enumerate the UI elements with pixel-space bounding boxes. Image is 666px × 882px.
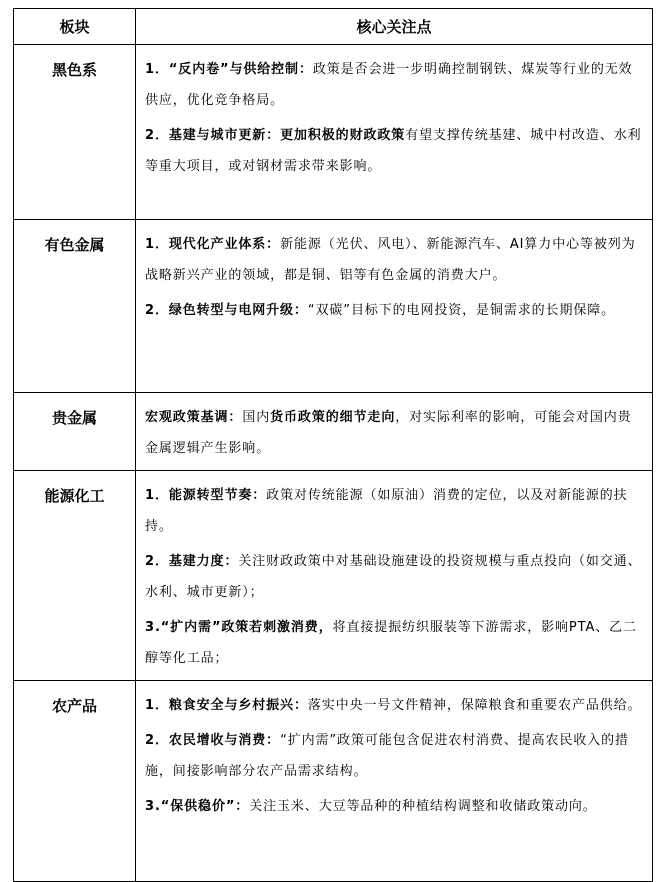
header-focus: 核心关注点 xyxy=(136,9,653,45)
sector-cell: 黑色系 xyxy=(14,45,136,220)
focus-cell xyxy=(136,220,653,393)
table-row xyxy=(14,471,653,681)
policy-focus-table xyxy=(13,8,653,882)
sector-cell: 能源化工 xyxy=(14,471,136,681)
table-row xyxy=(14,45,653,220)
focus-item: 1．现代化产业体系：新能源（光伏、风电）、新能源汽车、AI算力中心等被列为战略新兴产业的领域，都是铜、铝等有色金属的消费大户。 xyxy=(145,237,636,283)
focus-item: 3.“保供稳价”：关注玉米、大豆等品种的种植结构调整和收储政策动向。 xyxy=(145,799,597,814)
focus-item: 3.“扩内需”政策若刺激消费，将直接提振纺织服装等下游需求，影响PTA、乙二醇等化工品； xyxy=(145,620,637,666)
sector-cell: 农产品 xyxy=(14,681,136,882)
focus-item: 1．“反内卷”与供给控制：政策是否会进一步明确控制钢铁、煤炭等行业的无效供应，优化竞争格局。 xyxy=(145,62,633,108)
focus-item: 2．绿色转型与电网升级：“双碳”目标下的电网投资，是铜需求的长期保障。 xyxy=(145,303,616,318)
table-row xyxy=(14,220,653,393)
focus-item: 宏观政策基调：国内货币政策的细节走向，对实际利率的影响，可能会对国内贵金属逻辑产生影响。 xyxy=(145,410,632,456)
sector-cell: 贵金属 xyxy=(14,393,136,471)
focus-item: 2．基建力度：关注财政政策中对基础设施建设的投资规模与重点投向（如交通、水利、城市更新）； xyxy=(145,554,642,600)
focus-cell xyxy=(136,393,653,471)
table-row xyxy=(14,393,653,471)
table-header-row xyxy=(14,9,653,45)
focus-cell xyxy=(136,471,653,681)
focus-item: 2．农民增收与消费：“扩内需”政策可能包含促进农村消费、提高农民收入的措施，间接影响部分农产品需求结构。 xyxy=(145,733,629,779)
sector-cell: 有色金属 xyxy=(14,220,136,393)
focus-item: 2．基建与城市更新：更加积极的财政政策有望支撑传统基建、城中村改造、水利等重大项目，或对钢材需求带来影响。 xyxy=(145,128,642,174)
header-sector: 板块 xyxy=(14,9,136,45)
focus-item: 1．粮食安全与乡村振兴：落实中央一号文件精神，保障粮食和重要农产品供给。 xyxy=(145,698,642,713)
table-row xyxy=(14,681,653,882)
focus-cell xyxy=(136,681,653,882)
focus-cell xyxy=(136,45,653,220)
focus-item: 1．能源转型节奏：政策对传统能源（如原油）消费的定位，以及对新能源的扶持。 xyxy=(145,488,628,534)
